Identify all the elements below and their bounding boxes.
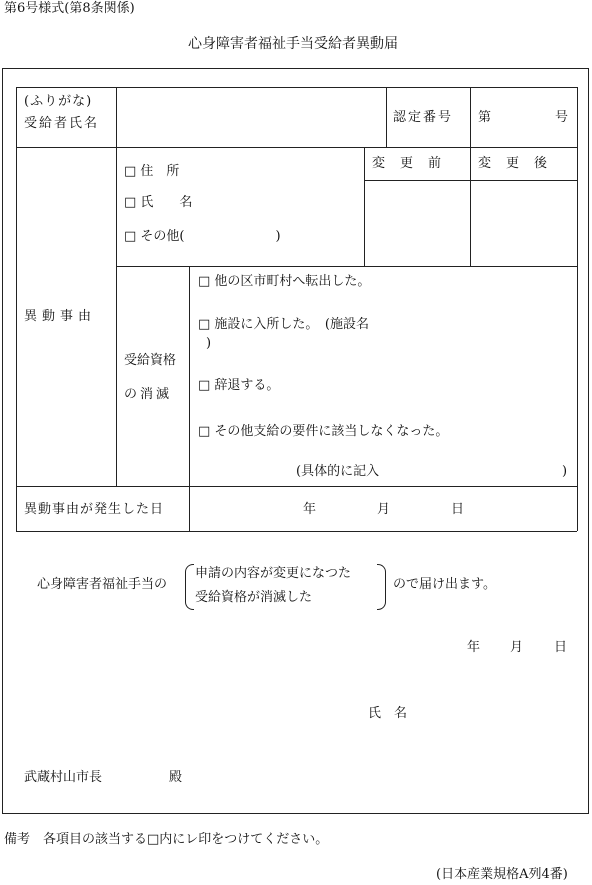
recipient-name-field[interactable]	[118, 89, 384, 145]
date-month-label: 月	[377, 502, 391, 517]
declaration-option-changed: 申請の内容が変更になつた	[195, 566, 352, 581]
recipient-name-label: 受給者氏名	[24, 116, 100, 131]
declaration-prefix: 心身障害者福祉手当の	[37, 577, 168, 592]
checkbox-decline[interactable]: □ 辞退する。	[198, 378, 280, 393]
right-brace	[377, 564, 386, 610]
checkbox-other-ineligible[interactable]: □ その他支給の要件に該当しなくなった。	[198, 424, 449, 439]
date-year-label: 年	[303, 502, 317, 517]
mayor-label: 武蔵村山市長	[24, 770, 103, 785]
date-day-label: 日	[451, 502, 465, 517]
sign-month-label: 月	[510, 640, 524, 655]
after-change-field[interactable]	[472, 182, 576, 264]
checkbox-name[interactable]: □ 氏 名	[124, 195, 193, 210]
furigana-label: (ふりがな)	[24, 94, 93, 109]
specific-details-field[interactable]	[392, 460, 558, 482]
checkbox-other[interactable]: □ その他( )	[124, 229, 281, 244]
checkbox-moved-out[interactable]: □ 他の区市町村へ転出した。	[198, 274, 371, 289]
honorific-dono: 殿	[169, 770, 183, 785]
after-change-label: 変 更 後	[478, 156, 549, 171]
applicant-name-field[interactable]	[416, 700, 566, 726]
occurrence-date-label: 異動事由が発生した日	[24, 502, 165, 517]
declaration-suffix: ので届け出ます。	[393, 577, 496, 592]
form-number: 第6号様式(第8条関係)	[4, 1, 135, 16]
form-title: 心身障害者福祉手当受給者異動届	[188, 36, 398, 52]
certification-number-label: 認定番号	[393, 110, 454, 125]
left-brace	[185, 564, 194, 610]
loss-label-line2: の消滅	[124, 387, 173, 402]
remarks-note: 備考 各項目の該当する□内にレ印をつけてください。	[4, 832, 329, 847]
certification-number-field[interactable]	[492, 89, 552, 145]
loss-label-line1: 受給資格	[124, 353, 177, 368]
sign-day-label: 日	[554, 640, 568, 655]
before-change-field[interactable]	[366, 182, 468, 264]
declaration-option-lost: 受給資格が消滅した	[195, 590, 313, 605]
before-change-label: 変 更 前	[372, 156, 443, 171]
checkbox-address[interactable]: □ 住 所	[124, 164, 180, 179]
cert-dai-text: 第	[478, 110, 492, 125]
paper-standard: (日本産業規格A列4番)	[436, 867, 568, 882]
occurrence-date-field[interactable]	[191, 488, 575, 529]
facility-close-paren: )	[206, 336, 212, 351]
applicant-name-label: 氏 名	[368, 706, 408, 721]
reason-label: 異動事由	[24, 309, 97, 324]
cert-go-text: 号	[555, 110, 569, 125]
checkbox-entered-facility[interactable]: □ 施設に入所した。 (施設名	[198, 317, 369, 332]
sign-year-label: 年	[467, 640, 481, 655]
specific-details-label: (具体的に記入	[296, 464, 380, 479]
specific-close-paren: )	[562, 464, 568, 479]
